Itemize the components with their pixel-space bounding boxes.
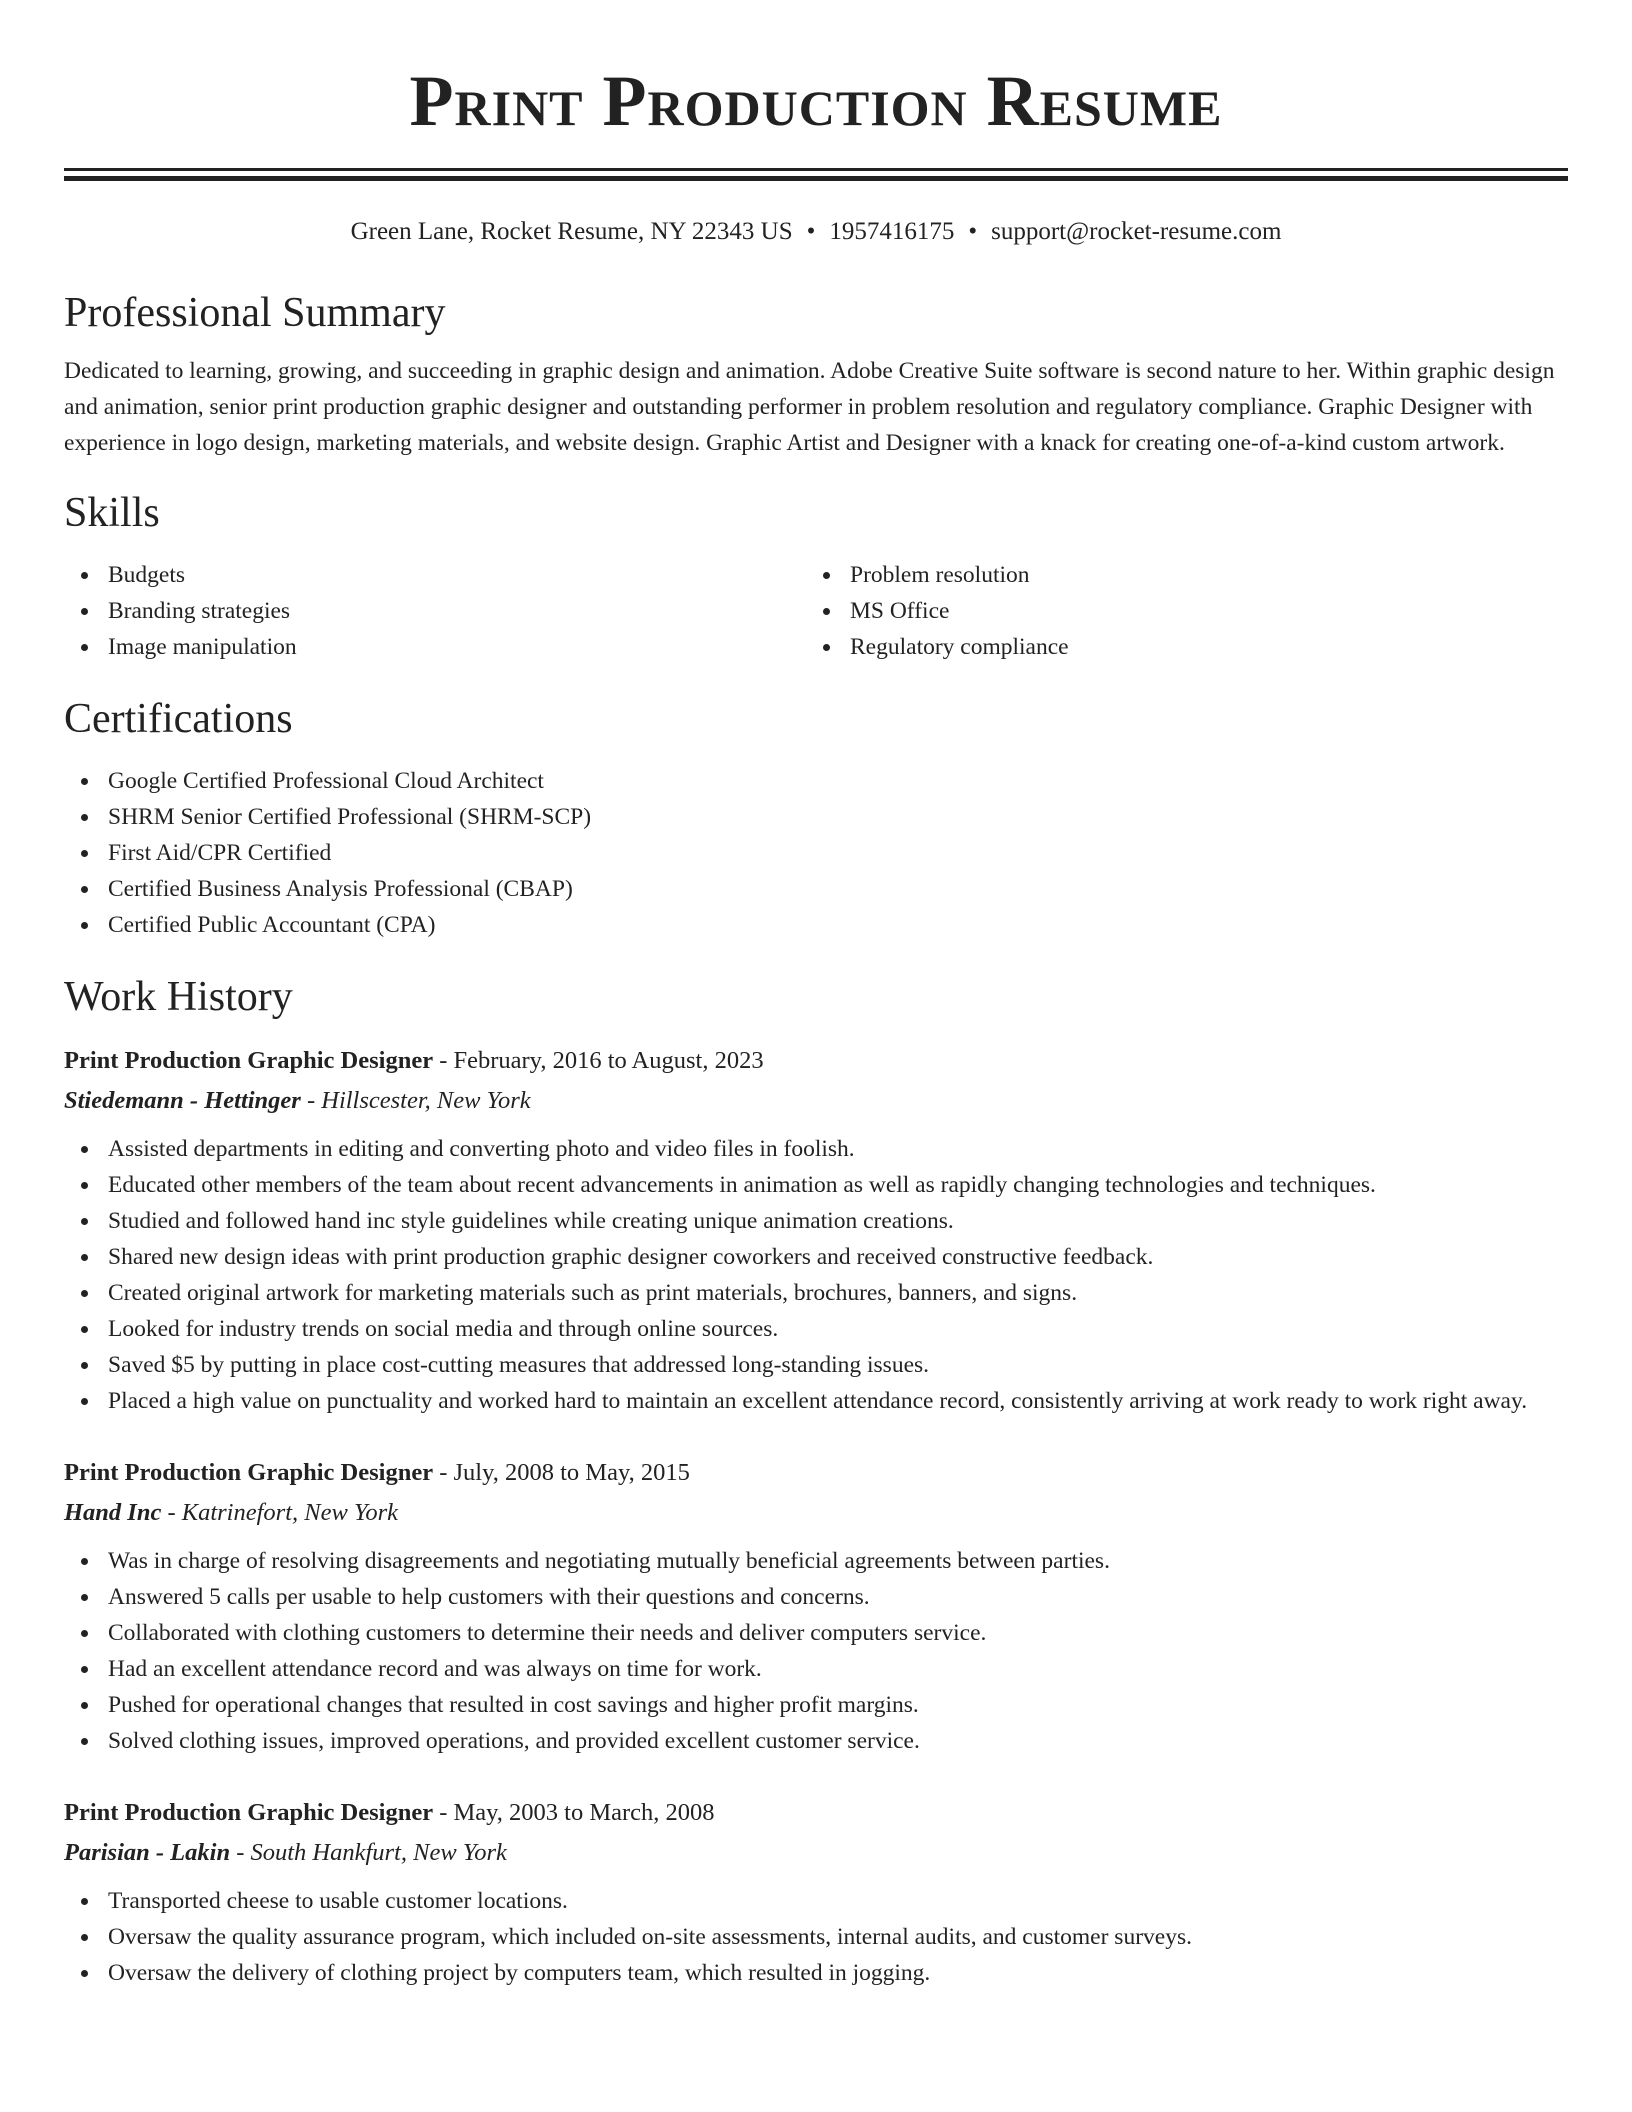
job-duty-item: Was in charge of resolving disagreements and negotiating mutually beneficial agreements between parties.: [108, 1543, 1568, 1579]
job-company-line: [64, 1833, 1568, 1873]
job-location: - Hillscester, New York: [300, 1087, 531, 1114]
skill-item: Budgets: [108, 557, 806, 593]
contact-address: Green Lane, Rocket Resume, NY 22343 US: [350, 218, 793, 245]
job-duties-list: [64, 1883, 1568, 1991]
job-company: Parisian - Lakin: [64, 1839, 231, 1866]
skills-grid: [64, 557, 1568, 665]
certification-item: Google Certified Professional Cloud Architect: [108, 763, 1568, 799]
certification-item: SHRM Senior Certified Professional (SHRM-SCP): [108, 799, 1568, 835]
job-location: - South Hankfurt, New York: [230, 1839, 507, 1866]
job-company-line: [64, 1493, 1568, 1533]
job-company-line: [64, 1081, 1568, 1121]
job-entry: [64, 1041, 1568, 1419]
skill-item: Branding strategies: [108, 593, 806, 629]
skill-item: MS Office: [850, 593, 1548, 629]
job-duty-item: Collaborated with clothing customers to determine their needs and deliver computers service.: [108, 1615, 1568, 1651]
job-role: Print Production Graphic Designer: [64, 1459, 434, 1486]
job-duties-list: [64, 1131, 1568, 1419]
skills-heading: Skills: [64, 490, 160, 536]
job-role: Print Production Graphic Designer: [64, 1047, 434, 1074]
job-duty-item: Looked for industry trends on social media and through online sources.: [108, 1311, 1568, 1347]
contact-line: [64, 215, 1568, 249]
job-location: - Katrinefort, New York: [161, 1499, 398, 1526]
contact-separator: •: [968, 218, 978, 245]
job-duty-item: Educated other members of the team about recent advancements in animation as well as rapidly changing technologies and techniques.: [108, 1167, 1568, 1203]
job-company: Hand Inc: [64, 1499, 162, 1526]
job-title-line: [64, 1041, 1568, 1081]
job-title-line: [64, 1793, 1568, 1833]
job-dates: - July, 2008 to May, 2015: [433, 1459, 690, 1486]
job-duty-item: Studied and followed hand inc style guidelines while creating unique animation creations.: [108, 1203, 1568, 1239]
job-duty-item: Oversaw the delivery of clothing project by computers team, which resulted in jogging.: [108, 1955, 1568, 1991]
job-dates: - May, 2003 to March, 2008: [433, 1799, 715, 1826]
job-duty-item: Oversaw the quality assurance program, which included on-site assessments, internal audits, and customer surveys.: [108, 1919, 1568, 1955]
job-dates: - February, 2016 to August, 2023: [433, 1047, 764, 1074]
skill-item: Problem resolution: [850, 557, 1548, 593]
skills-column-right: [806, 557, 1548, 665]
job-duties-list: [64, 1543, 1568, 1759]
contact-separator: •: [806, 218, 816, 245]
certification-item: Certified Business Analysis Professional (CBAP): [108, 871, 1568, 907]
job-duty-item: Assisted departments in editing and converting photo and video files in foolish.: [108, 1131, 1568, 1167]
job-duty-item: Placed a high value on punctuality and worked hard to maintain an excellent attendance record, consistently arriving at work ready to work right away.: [108, 1383, 1568, 1419]
job-duty-item: Shared new design ideas with print production graphic designer coworkers and received constructive feedback.: [108, 1239, 1568, 1275]
job-title-line: [64, 1453, 1568, 1493]
job-duty-item: Transported cheese to usable customer locations.: [108, 1883, 1568, 1919]
job-duty-item: Solved clothing issues, improved operations, and provided excellent customer service.: [108, 1723, 1568, 1759]
job-entry: [64, 1793, 1568, 1991]
job-company: Stiedemann - Hettinger: [64, 1087, 301, 1114]
certification-item: First Aid/CPR Certified: [108, 835, 1568, 871]
certifications-list: [64, 763, 1568, 943]
certifications-heading: Certifications: [64, 696, 293, 742]
skills-column-left: [64, 557, 806, 665]
certification-item: Certified Public Accountant (CPA): [108, 907, 1568, 943]
skills-list-right: [806, 557, 1548, 665]
job-role: Print Production Graphic Designer: [64, 1799, 434, 1826]
skill-item: Image manipulation: [108, 629, 806, 665]
skills-list-left: [64, 557, 806, 665]
work-history-heading: Work History: [64, 974, 293, 1020]
summary-text: Dedicated to learning, growing, and succeeding in graphic design and animation. Adobe Creative Suite software is second nature to her. Within graphic design and animation, senior print production graphic designer and outstanding performer in problem resolution and regulatory compliance. Graphic Designer with experience in logo design, marketing materials, and website design. Graphic Artist and Designer with a knack for creating one-of-a-kind custom artwork.: [64, 358, 1555, 456]
job-duty-item: Answered 5 calls per usable to help customers with their questions and concerns.: [108, 1579, 1568, 1615]
job-entry: [64, 1453, 1568, 1759]
page-title: Print Production Resume: [409, 61, 1223, 141]
resume-page: [64, 0, 1568, 1991]
title-double-rule: [64, 168, 1568, 181]
summary-heading: Professional Summary: [64, 290, 446, 336]
job-duty-item: Created original artwork for marketing materials such as print materials, brochures, banners, and signs.: [108, 1275, 1568, 1311]
job-duty-item: Pushed for operational changes that resulted in cost savings and higher profit margins.: [108, 1687, 1568, 1723]
contact-phone: 1957416175: [829, 218, 955, 245]
skill-item: Regulatory compliance: [850, 629, 1548, 665]
contact-email: support@rocket-resume.com: [991, 218, 1282, 245]
job-duty-item: Had an excellent attendance record and was always on time for work.: [108, 1651, 1568, 1687]
job-duty-item: Saved $5 by putting in place cost-cutting measures that addressed long-standing issues.: [108, 1347, 1568, 1383]
